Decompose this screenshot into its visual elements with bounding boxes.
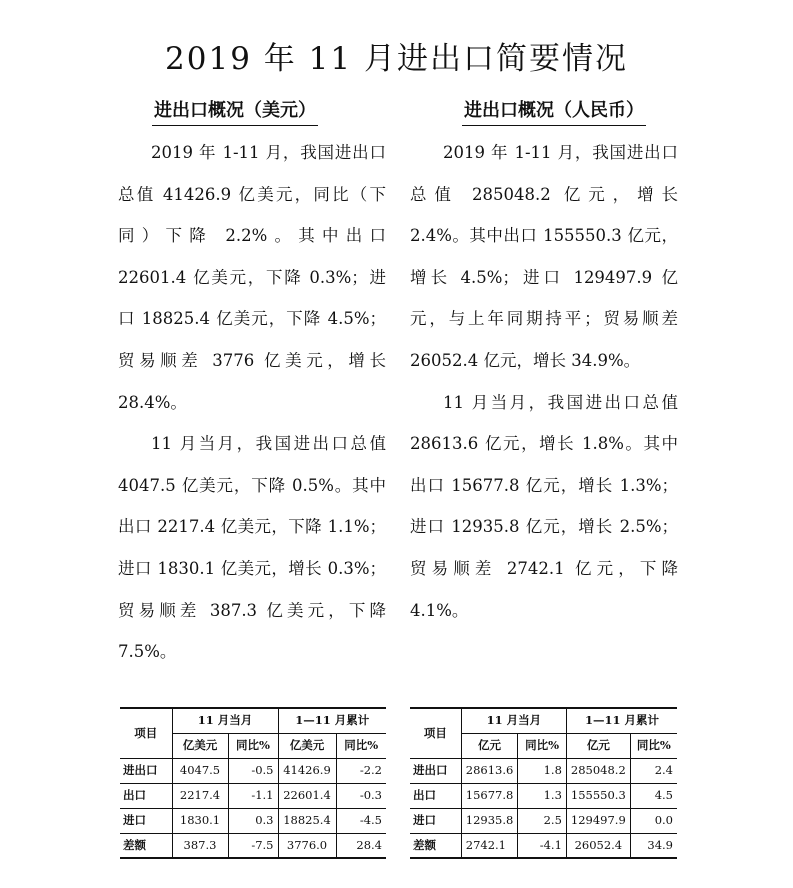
cell-value: 1830.1: [172, 808, 228, 833]
cell-value: 155550.3: [566, 783, 630, 808]
rmb-section: [410, 98, 678, 631]
cell-value: 26052.4: [566, 833, 630, 858]
cell-value: 387.3: [172, 833, 228, 858]
table-header-yoy: 同比%: [518, 733, 567, 758]
table-header-ytd: 1—11 月累计: [566, 708, 677, 733]
table-row: [120, 833, 386, 858]
table-header-item: 项目: [410, 708, 461, 758]
table-header-unit: 亿美元: [172, 733, 228, 758]
cell-yoy: 28.4: [356, 837, 382, 852]
table-row: [120, 783, 386, 808]
cell-value: 15677.8: [461, 783, 518, 808]
cell-value: 22601.4: [278, 783, 336, 808]
cell-yoy: -0.3: [336, 783, 386, 808]
table-header-yoy: 同比%: [630, 733, 677, 758]
table-header-unit: 亿元: [566, 733, 630, 758]
row-label: 进口: [410, 808, 461, 833]
rmb-heading: 进出口概况（人民币）: [462, 98, 646, 126]
table-header-unit: 亿元: [461, 733, 518, 758]
row-label: 出口: [120, 783, 172, 808]
usd-table: [120, 707, 386, 859]
rmb-table: [410, 707, 677, 859]
row-label: 出口: [410, 783, 461, 808]
table-header-ytd: 1—11 月累计: [278, 708, 386, 733]
table-row: [410, 833, 677, 858]
table-row: [410, 758, 677, 783]
cell-value: 41426.9: [278, 758, 336, 783]
cell-yoy: 0.3: [228, 808, 278, 833]
cell-yoy: -7.5: [228, 833, 278, 858]
cell-yoy: 1.8: [518, 758, 567, 783]
table-row: [410, 808, 677, 833]
cell-value: 4047.5: [172, 758, 228, 783]
table-row: [120, 758, 386, 783]
cell-value: 285048.2: [566, 758, 630, 783]
table-header-unit: 亿美元: [278, 733, 336, 758]
cell-value: 3776.0: [278, 833, 336, 858]
usd-paragraph-month: 11 月当月，我国进出口总值 4047.5 亿美元，下降 0.5%。其中出口 2217.4 亿美元，下降 1.1%；进口 1830.1 亿美元，增长 0.3%；贸易顺差 387.3 亿美元，下降 7.5%。: [118, 434, 386, 662]
table-header-yoy: 同比%: [336, 733, 386, 758]
cell-yoy: -2.2: [336, 758, 386, 783]
row-label: 进出口: [410, 758, 461, 783]
cell-value: 28613.6: [461, 758, 518, 783]
cell-value: 18825.4: [278, 808, 336, 833]
table-row: [410, 783, 677, 808]
cell-yoy: -0.5: [228, 758, 278, 783]
page-title: 2019 年 11 月进出口简要情况: [165, 40, 628, 77]
rmb-paragraph-month: 11 月当月，我国进出口总值 28613.6 亿元，增长 1.8%。其中出口 15677.8 亿元，增长 1.3%；进口 12935.8 亿元，增长 2.5%；贸易顺差 2742.1 亿元，下降 4.1%。: [410, 392, 678, 620]
table-header-month: 11 月当月: [172, 708, 278, 733]
cell-yoy: 1.3: [518, 783, 567, 808]
cell-value: 2217.4: [172, 783, 228, 808]
table-header-yoy: 同比%: [228, 733, 278, 758]
usd-paragraph-ytd: 2019 年 1-11 月，我国进出口总值 41426.9 亿美元，同比（下同）下降 2.2%。其中出口 22601.4 亿美元，下降 0.3%；进口 18825.4 亿美元，下降 4.5%；贸易顺差 3776 亿美元，增长 28.4%。: [118, 143, 386, 412]
cell-yoy: 2.4: [630, 758, 677, 783]
table-header-item: 项目: [120, 708, 172, 758]
table-header-month: 11 月当月: [461, 708, 566, 733]
cell-yoy: -1.1: [228, 783, 278, 808]
cell-yoy: 2.5: [518, 808, 567, 833]
cell-yoy: 4.5: [630, 783, 677, 808]
cell-value: 129497.9: [566, 808, 630, 833]
row-label: 差额: [410, 833, 461, 858]
table-header-row: [410, 708, 677, 733]
table-row: [120, 808, 386, 833]
cell-value: 12935.8: [461, 808, 518, 833]
table-header-row: [120, 708, 386, 733]
row-label: 进出口: [120, 758, 172, 783]
cell-value: 2742.1: [461, 833, 518, 858]
row-label: 进口: [120, 808, 172, 833]
rmb-paragraph-ytd: 2019 年 1-11 月，我国进出口总值 285048.2 亿元，增长 2.4%。其中出口 155550.3 亿元，增长 4.5%；进口 129497.9 亿元，与上年同期持平；贸易顺差 26052.4 亿元，增长 34.9%。: [410, 143, 678, 370]
usd-section: [118, 98, 386, 673]
cell-yoy: 0.0: [630, 808, 677, 833]
cell-yoy: 34.9: [647, 837, 673, 852]
cell-yoy: -4.1: [518, 833, 567, 858]
cell-yoy: -4.5: [336, 808, 386, 833]
usd-heading: 进出口概况（美元）: [152, 98, 318, 126]
row-label: 差额: [120, 833, 172, 858]
